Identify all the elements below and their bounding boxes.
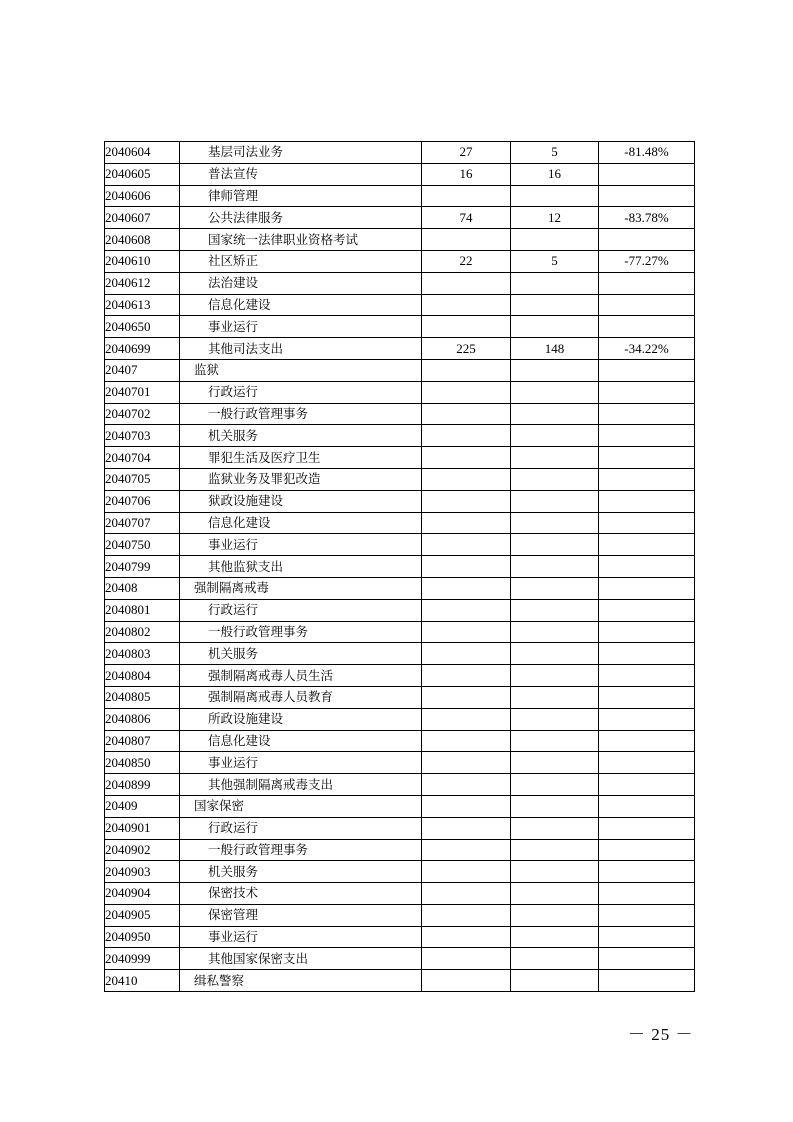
row-code-cell: 2040805	[105, 686, 180, 708]
row-change-cell	[599, 621, 695, 643]
table-row	[105, 468, 695, 490]
row-change-cell	[599, 556, 695, 578]
row-change-cell	[599, 490, 695, 512]
table-row	[105, 861, 695, 883]
table-row	[105, 403, 695, 425]
row-value1-cell	[422, 861, 511, 883]
row-name-cell: 监狱业务及罪犯改造	[180, 468, 422, 490]
row-value2-cell	[511, 599, 599, 621]
table-row	[105, 686, 695, 708]
table-row	[105, 970, 695, 992]
row-value1-cell	[422, 577, 511, 599]
row-value1-cell	[422, 359, 511, 381]
row-value2-cell	[511, 403, 599, 425]
row-value2-cell	[511, 294, 599, 316]
row-name-cell: 罪犯生活及医疗卫生	[180, 447, 422, 469]
table-row	[105, 381, 695, 403]
row-code-cell: 2040899	[105, 774, 180, 796]
row-code-cell: 2040850	[105, 752, 180, 774]
row-name-cell: 所政设施建设	[180, 708, 422, 730]
row-value1-cell	[422, 229, 511, 251]
row-value2-cell	[511, 686, 599, 708]
row-code-cell: 2040903	[105, 861, 180, 883]
row-name-cell: 保密管理	[180, 904, 422, 926]
row-value1-cell	[422, 665, 511, 687]
page-number: － 25 －	[628, 1025, 694, 1044]
row-name-cell: 一般行政管理事务	[180, 621, 422, 643]
row-change-cell	[599, 577, 695, 599]
row-name-cell: 其他国家保密支出	[180, 948, 422, 970]
row-change-cell: -77.27%	[599, 250, 695, 272]
row-value1-cell: 225	[422, 338, 511, 360]
row-code-cell: 2040801	[105, 599, 180, 621]
row-name-cell: 机关服务	[180, 643, 422, 665]
row-change-cell	[599, 229, 695, 251]
row-code-cell: 2040802	[105, 621, 180, 643]
row-change-cell	[599, 447, 695, 469]
table-row	[105, 490, 695, 512]
row-value2-cell	[511, 970, 599, 992]
row-value1-cell	[422, 643, 511, 665]
table-row	[105, 599, 695, 621]
row-name-cell: 监狱	[180, 359, 422, 381]
row-value1-cell	[422, 686, 511, 708]
table-row	[105, 229, 695, 251]
row-value1-cell	[422, 272, 511, 294]
row-code-cell: 2040612	[105, 272, 180, 294]
table-row	[105, 904, 695, 926]
table-row	[105, 883, 695, 905]
row-value2-cell	[511, 447, 599, 469]
row-name-cell: 其他强制隔离戒毒支出	[180, 774, 422, 796]
row-name-cell: 法治建设	[180, 272, 422, 294]
budget-table-body	[105, 142, 695, 992]
row-value2-cell	[511, 512, 599, 534]
table-row	[105, 534, 695, 556]
row-value2-cell	[511, 381, 599, 403]
table-row	[105, 817, 695, 839]
row-value1-cell	[422, 795, 511, 817]
row-change-cell	[599, 752, 695, 774]
row-value2-cell	[511, 708, 599, 730]
row-value1-cell	[422, 316, 511, 338]
row-code-cell: 2040904	[105, 883, 180, 905]
row-value2-cell	[511, 185, 599, 207]
row-value2-cell	[511, 490, 599, 512]
row-name-cell: 国家保密	[180, 795, 422, 817]
row-value2-cell	[511, 948, 599, 970]
row-code-cell: 20408	[105, 577, 180, 599]
row-code-cell: 2040608	[105, 229, 180, 251]
row-value2-cell	[511, 926, 599, 948]
table-row	[105, 272, 695, 294]
row-name-cell: 国家统一法律职业资格考试	[180, 229, 422, 251]
row-name-cell: 缉私警察	[180, 970, 422, 992]
row-value1-cell: 74	[422, 207, 511, 229]
row-value1-cell	[422, 948, 511, 970]
row-change-cell	[599, 926, 695, 948]
row-change-cell: -81.48%	[599, 142, 695, 164]
table-row	[105, 142, 695, 164]
row-change-cell	[599, 468, 695, 490]
row-change-cell	[599, 643, 695, 665]
row-name-cell: 强制隔离戒毒人员生活	[180, 665, 422, 687]
row-change-cell	[599, 512, 695, 534]
row-change-cell	[599, 316, 695, 338]
row-change-cell	[599, 883, 695, 905]
row-value1-cell: 27	[422, 142, 511, 164]
row-name-cell: 信息化建设	[180, 512, 422, 534]
row-code-cell: 20407	[105, 359, 180, 381]
row-code-cell: 2040704	[105, 447, 180, 469]
row-value1-cell	[422, 970, 511, 992]
row-code-cell: 2040901	[105, 817, 180, 839]
table-row	[105, 577, 695, 599]
table-row	[105, 948, 695, 970]
row-value2-cell: 5	[511, 250, 599, 272]
row-value2-cell	[511, 621, 599, 643]
row-value2-cell	[511, 904, 599, 926]
row-value1-cell	[422, 425, 511, 447]
row-code-cell: 2040807	[105, 730, 180, 752]
row-value2-cell: 16	[511, 163, 599, 185]
row-name-cell: 事业运行	[180, 926, 422, 948]
table-row	[105, 512, 695, 534]
row-value1-cell	[422, 774, 511, 796]
row-name-cell: 事业运行	[180, 534, 422, 556]
table-row	[105, 774, 695, 796]
row-value1-cell	[422, 883, 511, 905]
row-value1-cell	[422, 534, 511, 556]
row-code-cell: 2040703	[105, 425, 180, 447]
row-value1-cell	[422, 447, 511, 469]
row-change-cell	[599, 795, 695, 817]
table-row	[105, 839, 695, 861]
row-name-cell: 信息化建设	[180, 294, 422, 316]
row-name-cell: 行政运行	[180, 817, 422, 839]
row-name-cell: 机关服务	[180, 861, 422, 883]
table-row	[105, 730, 695, 752]
row-value1-cell	[422, 556, 511, 578]
row-value1-cell	[422, 926, 511, 948]
row-value2-cell	[511, 468, 599, 490]
row-name-cell: 事业运行	[180, 316, 422, 338]
row-code-cell: 2040806	[105, 708, 180, 730]
row-value1-cell	[422, 904, 511, 926]
table-row	[105, 163, 695, 185]
row-value2-cell: 148	[511, 338, 599, 360]
row-value1-cell	[422, 403, 511, 425]
row-name-cell: 机关服务	[180, 425, 422, 447]
row-code-cell: 20410	[105, 970, 180, 992]
row-name-cell: 行政运行	[180, 599, 422, 621]
row-value2-cell: 12	[511, 207, 599, 229]
row-value2-cell	[511, 556, 599, 578]
row-code-cell: 2040701	[105, 381, 180, 403]
row-name-cell: 普法宣传	[180, 163, 422, 185]
row-value1-cell	[422, 381, 511, 403]
row-value2-cell	[511, 359, 599, 381]
row-value2-cell	[511, 272, 599, 294]
row-change-cell	[599, 403, 695, 425]
row-code-cell: 2040702	[105, 403, 180, 425]
row-name-cell: 一般行政管理事务	[180, 403, 422, 425]
table-row	[105, 250, 695, 272]
row-change-cell	[599, 359, 695, 381]
row-change-cell	[599, 185, 695, 207]
row-name-cell: 保密技术	[180, 883, 422, 905]
table-row	[105, 447, 695, 469]
row-value2-cell	[511, 665, 599, 687]
row-value1-cell	[422, 730, 511, 752]
row-change-cell	[599, 425, 695, 447]
table-row	[105, 316, 695, 338]
row-change-cell	[599, 163, 695, 185]
row-name-cell: 基层司法业务	[180, 142, 422, 164]
row-code-cell: 2040605	[105, 163, 180, 185]
row-value2-cell	[511, 817, 599, 839]
row-code-cell: 2040650	[105, 316, 180, 338]
row-change-cell	[599, 708, 695, 730]
row-change-cell	[599, 665, 695, 687]
row-change-cell	[599, 599, 695, 621]
row-value2-cell	[511, 883, 599, 905]
row-name-cell: 公共法律服务	[180, 207, 422, 229]
table-row	[105, 926, 695, 948]
row-value1-cell	[422, 621, 511, 643]
row-name-cell: 强制隔离戒毒人员教育	[180, 686, 422, 708]
row-value2-cell	[511, 839, 599, 861]
row-value1-cell	[422, 752, 511, 774]
row-code-cell: 2040799	[105, 556, 180, 578]
row-code-cell: 2040950	[105, 926, 180, 948]
row-change-cell	[599, 817, 695, 839]
row-code-cell: 2040803	[105, 643, 180, 665]
row-value2-cell	[511, 425, 599, 447]
row-name-cell: 其他司法支出	[180, 338, 422, 360]
row-value1-cell	[422, 599, 511, 621]
row-value2-cell	[511, 774, 599, 796]
row-value1-cell: 16	[422, 163, 511, 185]
row-value1-cell	[422, 839, 511, 861]
budget-table	[104, 141, 695, 992]
row-name-cell: 狱政设施建设	[180, 490, 422, 512]
row-change-cell	[599, 686, 695, 708]
table-row	[105, 425, 695, 447]
row-name-cell: 信息化建设	[180, 730, 422, 752]
row-value2-cell	[511, 752, 599, 774]
row-name-cell: 行政运行	[180, 381, 422, 403]
row-name-cell: 一般行政管理事务	[180, 839, 422, 861]
row-value2-cell	[511, 534, 599, 556]
row-code-cell: 2040804	[105, 665, 180, 687]
row-name-cell: 社区矫正	[180, 250, 422, 272]
table-row	[105, 185, 695, 207]
row-value2-cell	[511, 229, 599, 251]
row-change-cell	[599, 730, 695, 752]
table-row	[105, 665, 695, 687]
row-change-cell	[599, 839, 695, 861]
row-code-cell: 2040604	[105, 142, 180, 164]
row-value2-cell: 5	[511, 142, 599, 164]
row-change-cell: -34.22%	[599, 338, 695, 360]
row-code-cell: 20409	[105, 795, 180, 817]
row-name-cell: 强制隔离戒毒	[180, 577, 422, 599]
row-change-cell	[599, 774, 695, 796]
row-code-cell: 2040905	[105, 904, 180, 926]
table-row	[105, 338, 695, 360]
row-value1-cell	[422, 468, 511, 490]
row-code-cell: 2040610	[105, 250, 180, 272]
row-name-cell: 律师管理	[180, 185, 422, 207]
row-value1-cell	[422, 185, 511, 207]
row-code-cell: 2040607	[105, 207, 180, 229]
row-code-cell: 2040750	[105, 534, 180, 556]
row-code-cell: 2040705	[105, 468, 180, 490]
row-value1-cell	[422, 490, 511, 512]
row-value1-cell: 22	[422, 250, 511, 272]
row-code-cell: 2040707	[105, 512, 180, 534]
row-value2-cell	[511, 316, 599, 338]
row-change-cell	[599, 861, 695, 883]
table-row	[105, 752, 695, 774]
row-value1-cell	[422, 294, 511, 316]
table-row	[105, 621, 695, 643]
table-row	[105, 708, 695, 730]
row-value2-cell	[511, 730, 599, 752]
row-change-cell	[599, 534, 695, 556]
table-row	[105, 207, 695, 229]
row-name-cell: 事业运行	[180, 752, 422, 774]
row-change-cell	[599, 272, 695, 294]
table-row	[105, 294, 695, 316]
row-code-cell: 2040699	[105, 338, 180, 360]
row-value2-cell	[511, 643, 599, 665]
row-code-cell: 2040999	[105, 948, 180, 970]
row-value1-cell	[422, 708, 511, 730]
table-row	[105, 643, 695, 665]
row-change-cell	[599, 294, 695, 316]
table-row	[105, 795, 695, 817]
row-value2-cell	[511, 577, 599, 599]
row-code-cell: 2040613	[105, 294, 180, 316]
row-change-cell	[599, 904, 695, 926]
row-change-cell	[599, 948, 695, 970]
row-code-cell: 2040902	[105, 839, 180, 861]
row-value2-cell	[511, 795, 599, 817]
table-row	[105, 556, 695, 578]
row-name-cell: 其他监狱支出	[180, 556, 422, 578]
row-code-cell: 2040606	[105, 185, 180, 207]
table-row	[105, 359, 695, 381]
row-change-cell: -83.78%	[599, 207, 695, 229]
row-code-cell: 2040706	[105, 490, 180, 512]
row-value2-cell	[511, 861, 599, 883]
row-change-cell	[599, 381, 695, 403]
row-value1-cell	[422, 512, 511, 534]
row-change-cell	[599, 970, 695, 992]
row-value1-cell	[422, 817, 511, 839]
